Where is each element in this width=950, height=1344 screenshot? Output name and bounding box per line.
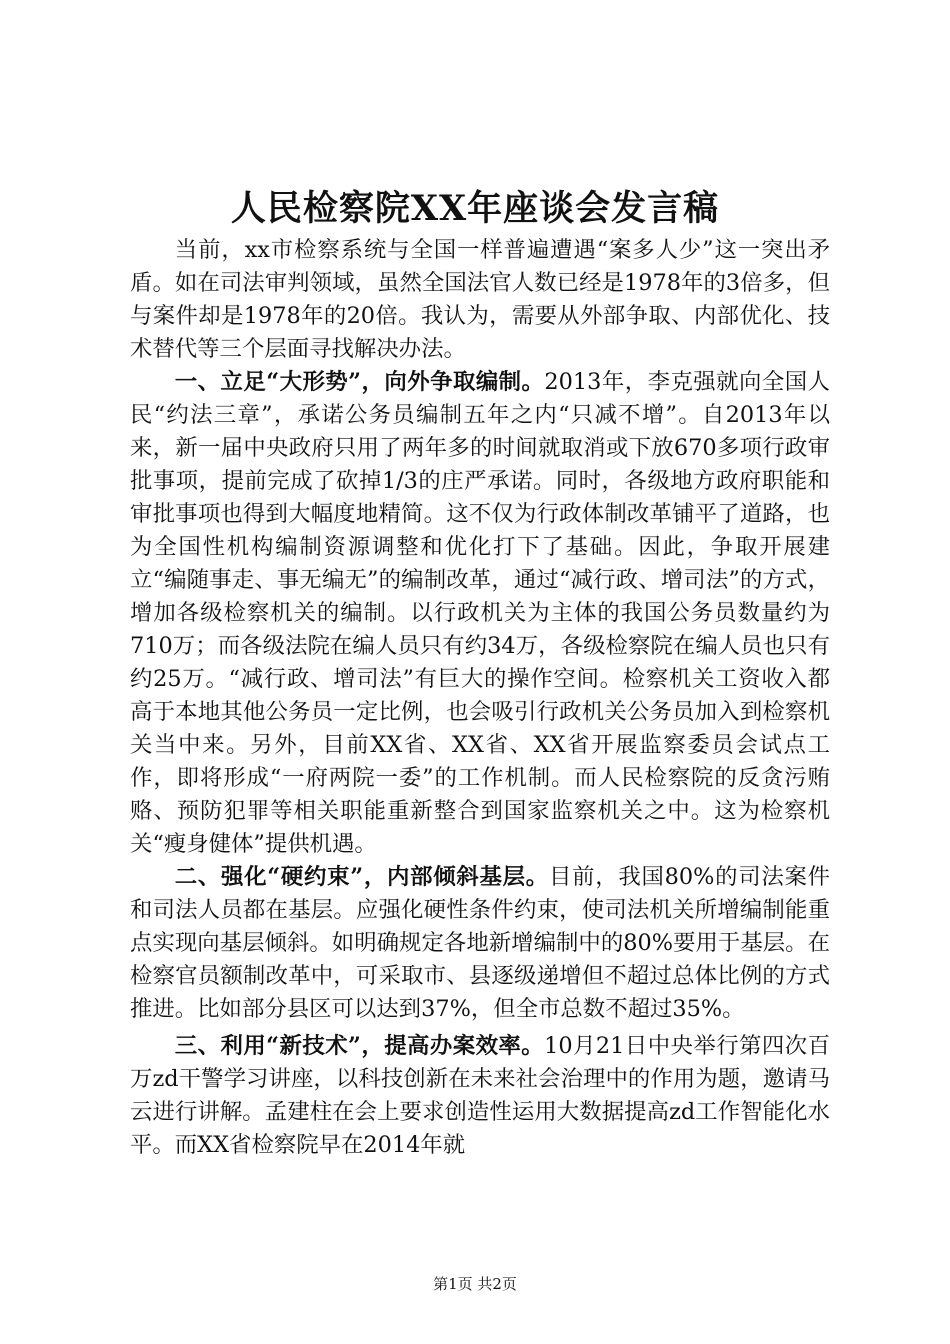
page-footer: 第1页 共2页 bbox=[433, 1275, 517, 1293]
section-2-text: 目前，我国80%的司法案件和司法人员都在基层。应强化硬性条件约束，使司法机关所增编制能重点实现向基层倾斜。如明确规定各地新增编制中的80%要用于基层。在检察官员额制改革中，可采取市、县逐级递增但不超过总体比例的方式推进。比如部分县区可以达到37%，但全市总数不超过35%。 bbox=[130, 864, 830, 1022]
intro-paragraph: 当前，xx市检察系统与全国一样普遍遭遇“案多人少”这一突出矛盾。如在司法审判领域，虽然全国法官人数已经是1978年的3倍多，但与案件却是1978年的20倍。我认为，需要从外部争取、内部优化、技术替代等三个层面寻找解决办法。 bbox=[130, 237, 830, 362]
section-2-paragraph bbox=[130, 861, 830, 1026]
section-3-heading: 三、利用“新技术”，提高办案效率。 bbox=[174, 1033, 545, 1059]
section-1-text: 2013年，李克强就向全国人民“约法三章”，承诺公务员编制五年之内“只减不增”。自2013年以来，新一届中央政府只用了两年多的时间就取消或下放670多项行政审批事项，提前完成了砍掉1/3的庄严承诺。同时，各级地方政府职能和审批事项也得到大幅度地精简。这不仅为行政体制改革铺平了道路，也为全国性机构编制资源调整和优化打下了基础。因此，争取开展建立“编随事走、事无编无”的编制改革，通过“减行政、增司法”的方式，增加各级检察机关的编制。以行政机关为主体的我国公务员数量约为710万；而各级法院在编人员只有约34万，各级检察院在编人员也只有约25万。“减行政、增司法”有巨大的操作空间。检察机关工资收入都高于本地其他公务员一定比例，也会吸引行政机关公务员加入到检察机关当中来。另外，目前XX省、XX省、XX省开展监察委员会试点工作，即将形成“一府两院一委”的工作机制。而人民检察院的反贪污贿赂、预防犯罪等相关职能重新整合到国家监察机关之中。这为检察机关“瘦身健体”提供机遇。 bbox=[130, 369, 830, 857]
page-title: 人民检察院XX年座谈会发言稿 bbox=[230, 188, 720, 229]
document-body bbox=[130, 234, 830, 1162]
section-3-text: 10月21日中央举行第四次百万zd干警学习讲座，以科技创新在未来社会治理中的作用为题，邀请马云进行讲解。孟建柱在会上要求创造性运用大数据提高zd工作智能化水平。而XX省检察院早在2014年就 bbox=[130, 1033, 830, 1158]
section-1-heading: 一、立足“大形势”，向外争取编制。 bbox=[174, 369, 545, 395]
section-2-heading: 二、强化“硬约束”，内部倾斜基层。 bbox=[174, 864, 549, 890]
section-1-paragraph bbox=[130, 366, 830, 861]
section-3-paragraph bbox=[130, 1030, 830, 1162]
